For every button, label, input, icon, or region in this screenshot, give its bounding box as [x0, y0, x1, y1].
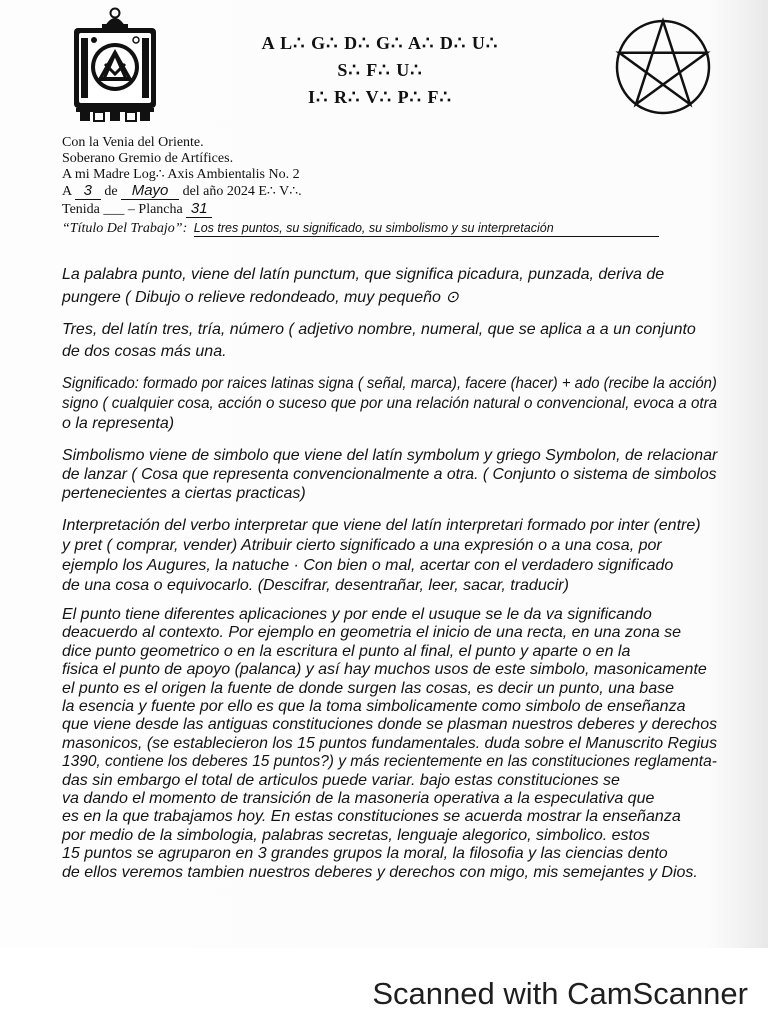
body-line: El punto tiene diferentes aplicaciones y por ende el usuque se le da va significando — [62, 606, 652, 623]
work-title-value: Los tres puntos, su significado, su simbolismo y su interpretación — [193, 221, 554, 235]
pentagram-icon — [612, 16, 714, 118]
date-year: del año 2024 E∴ V∴. — [182, 184, 302, 199]
body-line: es en la que trabajamos hoy. En estas constituciones se acuerda mostrar la enseñanza — [62, 808, 681, 826]
session-line — [62, 201, 212, 218]
body-line: o la representa) — [62, 415, 175, 432]
date-month-blank — [121, 183, 179, 200]
work-title-blank — [194, 221, 659, 237]
header-line: A L∴ G∴ D∴ G∴ A∴ D∴ U∴ — [261, 33, 499, 53]
tenida-label: Tenida — [62, 202, 100, 217]
body-line: Interpretación del verbo interpretar que viene del latín interpretari formado por inter (entre) — [62, 517, 701, 534]
work-title-line — [62, 220, 659, 237]
body-line: va dando el momento de transición de la masoneria operativa a la especulativa que — [62, 790, 655, 808]
work-title-label: “Título Del Trabajo”: — [62, 221, 188, 236]
paragraph-aplicaciones-del-punto — [62, 606, 717, 882]
paragraph-tres — [62, 319, 717, 363]
body-line: 15 puntos se agruparon en 3 grandes grupos la moral, la filosofia y las ciencias dento — [62, 845, 668, 863]
body-line: Tres, del latín tres, tría, número ( adjetivo nombre, numeral, que se aplica a a un conjunto — [62, 321, 696, 338]
body-line: pertenecientes a ciertas practicas) — [62, 485, 306, 502]
paragraph-significado — [62, 374, 717, 434]
header-line: I∴ R∴ V∴ P∴ F∴ — [308, 87, 452, 107]
body-line: la esencia y fuente por ello es que la toma simbolicamente como simbolo de enseñanza — [62, 698, 686, 716]
body-line: masonicos, (se establecieron los 15 puntos fundamentales. duda sobre el Manuscrito Regius — [62, 734, 718, 752]
paragraph-punto — [62, 263, 717, 309]
salutation-line: A mi Madre Log∴ Axis Ambientalis No. 2 — [62, 167, 300, 182]
body-line: Significado: formado por raices latinas signa ( señal, marca), facere (hacer) + ado (recibe la acción) — [62, 375, 717, 392]
body-line: deacuerdo al contexto. Por ejemplo en geometria el inicio de una recta, en una zona se — [62, 624, 682, 642]
salutation-line: Con la Venia del Oriente. — [62, 135, 204, 150]
date-month: Mayo — [131, 182, 169, 199]
body-line: signo ( cualquier cosa, acción o suceso que por una relación natural o convencional, evoca a otra — [62, 395, 718, 412]
masonic-emblem-icon — [66, 4, 164, 124]
lodge-header — [200, 30, 560, 111]
scanner-watermark: Scanned with CamScanner — [372, 976, 748, 1011]
date-day: 3 — [83, 182, 93, 199]
body-line: Simbolismo viene de simbolo que viene del latín symbolum y griego Symbolon, de relacionar — [62, 447, 718, 464]
date-connector: de — [104, 184, 118, 199]
body-line: de ellos veremos tambien nuestros deberes y derechos con migo, mis semejantes y Dios. — [62, 863, 698, 881]
date-line — [62, 183, 302, 200]
body-line: La palabra punto, viene del latín punctum, que significa picadura, punzada, deriva de — [62, 266, 665, 283]
paragraph-interpretacion — [62, 516, 717, 596]
body-line: el punto es el origen la fuente de donde surgen las cosas, es decir un punto, una base — [62, 679, 674, 697]
salutation-line: Soberano Gremio de Artífices. — [62, 151, 234, 166]
plancha-number-blank — [186, 201, 212, 218]
plancha-label: – Plancha — [127, 202, 183, 217]
date-prefix: A — [62, 184, 72, 199]
body-line: que viene desde las antiguas constituciones donde se plasman nuestros deberes y derechos — [62, 716, 718, 734]
date-day-blank — [75, 183, 101, 200]
body-line: de dos cosas más una. — [62, 343, 227, 360]
header-line: S∴ F∴ U∴ — [337, 60, 423, 80]
paragraph-simbolismo — [62, 446, 717, 503]
body-line: fisica el punto de apoyo (palanca) y así hay muchos usos de este simbolo, masonicamente — [62, 661, 707, 679]
body-line: dice punto geometrico o en la escritura el punto al final, el punto y aparte o en la — [62, 642, 631, 660]
body-line: das sin embargo el total de articulos puede variar. bajo estas constituciones se — [62, 771, 620, 789]
body-line: pungere ( Dibujo o relieve redondeado, muy pequeño ⊙ — [62, 289, 459, 306]
body-line: de una cosa o equivocarlo. (Descifrar, desentrañar, leer, sacar, traducir) — [62, 577, 569, 594]
body-line: 1390, contiene los deberes 15 puntos?) y más recientemente en las constituciones reglamenta- — [62, 753, 717, 771]
plancha-number: 31 — [190, 200, 208, 217]
body-line: y pret ( comprar, vender) Atribuir cierto significado a una expresión o a una cosa, por — [62, 537, 662, 554]
body-line: ejemplo los Augures, la natuche · Con bien o mal, acertar con el verdadero significado — [62, 557, 674, 574]
body-line: de lanzar ( Cosa que representa convencionalmente a otra. ( Conjunto o sistema de simbolos — [62, 466, 717, 483]
body-line: por medio de la simbologia, palabras secretas, lenguaje alegorico, simbolico. estos — [62, 826, 650, 844]
tenida-blank: ___ — [103, 202, 125, 217]
